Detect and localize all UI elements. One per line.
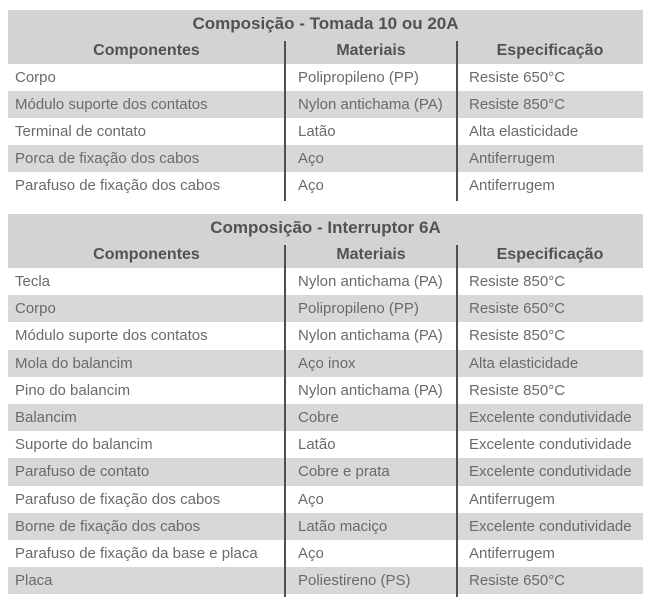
table-row xyxy=(8,295,643,322)
material-cell: Aço xyxy=(298,150,324,167)
table-row xyxy=(8,64,643,91)
material-cell: Latão maciço xyxy=(298,517,388,535)
component-cell: Pino do balancim xyxy=(15,381,131,399)
component-cell: Placa xyxy=(15,572,53,590)
table-row xyxy=(8,431,643,458)
material-cell: Cobre e prata xyxy=(298,463,390,481)
component-cell: Terminal de contato xyxy=(15,123,146,140)
component-cell: Mola do balancim xyxy=(15,354,133,372)
component-cell: Porca de fixação dos cabos xyxy=(15,150,200,167)
table-body xyxy=(8,64,643,199)
specification-cell: Resiste 850°C xyxy=(469,273,566,291)
table-row xyxy=(8,91,643,118)
component-cell: Tecla xyxy=(15,273,51,291)
material-cell: Latão xyxy=(298,123,336,140)
material-cell: Nylon antichama (PA) xyxy=(298,273,443,291)
table-row xyxy=(8,404,643,431)
specification-cell: Excelente condutividade xyxy=(469,436,632,454)
table-header-row xyxy=(8,37,643,64)
table-body xyxy=(8,268,643,594)
table-row xyxy=(8,145,643,172)
specification-cell: Excelente condutividade xyxy=(469,463,632,481)
component-cell: Borne de fixação dos cabos xyxy=(15,517,201,535)
table-row xyxy=(8,458,643,485)
column-header-materiais: Materiais xyxy=(336,41,406,59)
table-title: Composição - Tomada 10 ou 20A xyxy=(8,10,643,37)
material-cell: Aço xyxy=(298,544,324,562)
table-row xyxy=(8,172,643,199)
table-tomada-10-20a xyxy=(8,10,643,199)
component-cell: Módulo suporte dos contatos xyxy=(15,96,208,113)
specification-cell: Antiferrugem xyxy=(469,150,555,167)
table-row xyxy=(8,486,643,513)
specification-cell: Alta elasticidade xyxy=(469,354,579,372)
specification-cell: Resiste 850°C xyxy=(469,381,566,399)
column-header-especificacao: Especificação xyxy=(496,41,604,59)
material-cell: Cobre xyxy=(298,409,339,427)
specification-cell: Resiste 650°C xyxy=(469,572,566,590)
component-cell: Módulo suporte dos contatos xyxy=(15,327,208,345)
table-row xyxy=(8,377,643,404)
material-cell: Aço xyxy=(298,490,324,508)
component-cell: Parafuso de fixação dos cabos xyxy=(15,490,221,508)
table-row xyxy=(8,350,643,377)
specification-cell: Antiferrugem xyxy=(469,177,555,194)
component-cell: Suporte do balancim xyxy=(15,436,153,454)
material-cell: Aço inox xyxy=(298,354,356,372)
material-cell: Polipropileno (PP) xyxy=(298,300,419,318)
component-cell: Parafuso de fixação da base e placa xyxy=(15,544,258,562)
table-title: Composição - Interruptor 6A xyxy=(8,214,643,241)
material-cell: Latão xyxy=(298,436,336,454)
specification-cell: Resiste 850°C xyxy=(469,96,566,113)
material-cell: Poliestireno (PS) xyxy=(298,572,411,590)
table-header-row xyxy=(8,241,643,268)
specification-cell: Antiferrugem xyxy=(469,490,555,508)
component-cell: Corpo xyxy=(15,300,56,318)
specification-cell: Excelente condutividade xyxy=(469,409,632,427)
component-cell: Parafuso de fixação dos cabos xyxy=(15,177,221,194)
column-header-materiais: Materiais xyxy=(336,245,406,263)
specification-cell: Alta elasticidade xyxy=(469,123,579,140)
table-row xyxy=(8,540,643,567)
column-header-especificacao: Especificação xyxy=(496,245,604,263)
column-divider xyxy=(456,41,458,201)
material-cell: Nylon antichama (PA) xyxy=(298,327,443,345)
specification-cell: Excelente condutividade xyxy=(469,517,632,535)
table-row xyxy=(8,118,643,145)
table-interruptor-6a xyxy=(8,214,643,594)
column-divider xyxy=(284,41,286,201)
material-cell: Nylon antichama (PA) xyxy=(298,381,443,399)
table-row xyxy=(8,567,643,594)
material-cell: Aço xyxy=(298,177,324,194)
table-row xyxy=(8,322,643,349)
table-row xyxy=(8,513,643,540)
material-cell: Polipropileno (PP) xyxy=(298,69,419,86)
material-cell: Nylon antichama (PA) xyxy=(298,96,443,113)
specification-cell: Resiste 650°C xyxy=(469,69,566,86)
column-divider xyxy=(284,245,286,597)
column-header-componentes: Componentes xyxy=(93,41,200,59)
table-row xyxy=(8,268,643,295)
specification-cell: Resiste 650°C xyxy=(469,300,566,318)
component-cell: Parafuso de contato xyxy=(15,463,150,481)
specification-cell: Resiste 850°C xyxy=(469,327,566,345)
specification-cell: Antiferrugem xyxy=(469,544,555,562)
component-cell: Corpo xyxy=(15,69,56,86)
column-header-componentes: Componentes xyxy=(93,245,200,263)
column-divider xyxy=(456,245,458,597)
component-cell: Balancim xyxy=(15,409,77,427)
